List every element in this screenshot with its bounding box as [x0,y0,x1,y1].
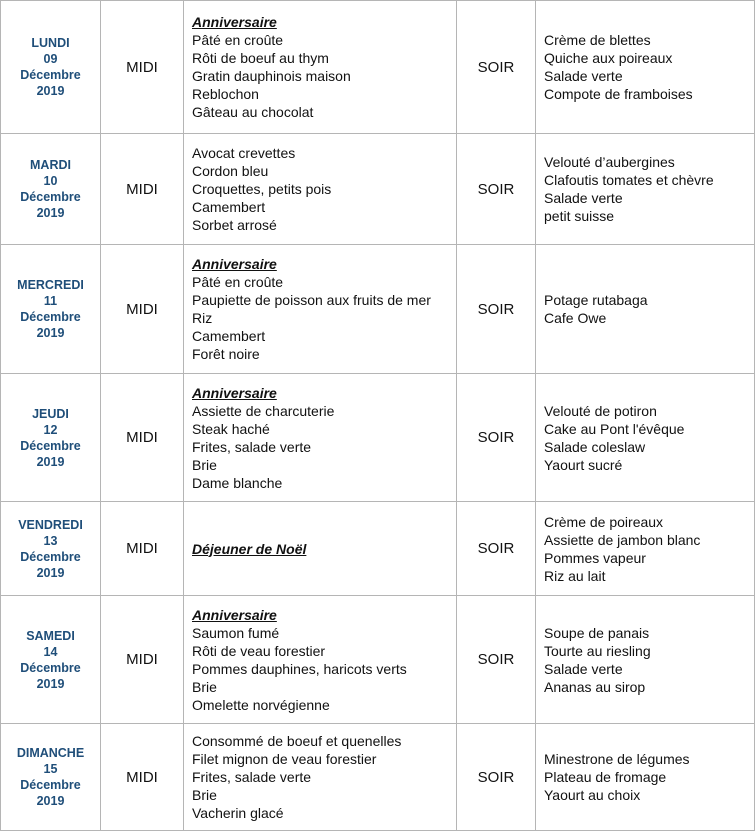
day-number: 12 [43,422,58,437]
dinner-dish: Yaourt au choix [544,787,641,803]
menu-row [1,596,755,724]
dinner-dish: Salade verte [544,68,623,84]
weekday: MERCREDI [17,278,84,292]
dinner-dish: Clafoutis tomates et chèvre [544,172,714,188]
lunch-dish: Gâteau au chocolat [192,104,314,120]
day-cell [1,502,101,596]
lunch-dish: Brie [192,678,217,695]
midi-label: MIDI [101,724,184,831]
lunch-dish: Omelette norvégienne [192,696,330,713]
lunch-special: Anniversaire [192,384,277,401]
dinner-dish: Yaourt sucré [544,456,623,473]
soir-label: SOIR [457,724,536,831]
lunch-dish: Reblochon [192,86,259,102]
lunch-dish: Paupiette de poisson aux fruits de mer [192,292,431,308]
dinner-dish: Salade verte [544,660,623,677]
dinner-dish: Soupe de panais [544,624,650,641]
lunch-dish: Pâté en croûte [192,274,284,290]
month: Décembre [20,310,81,324]
lunch-dish: Rôti de boeuf au thym [192,50,329,66]
year: 2019 [36,676,65,691]
lunch-cell [184,245,457,374]
dinner-cell [536,1,755,134]
day-number: 15 [43,762,58,776]
day-number: 09 [43,52,58,66]
menu-body [1,1,755,831]
weekday: SAMEDI [26,628,75,643]
dinner-cell [536,134,755,245]
soir-label: SOIR [457,1,536,134]
lunch-cell [184,374,457,502]
midi-label: MIDI [101,245,184,374]
dinner-dish: Compote de framboises [544,86,693,102]
year: 2019 [36,84,65,98]
lunch-special: Déjeuner de Noël [192,540,307,557]
soir-label: SOIR [457,374,536,502]
year: 2019 [36,794,65,808]
dinner-dish: Salade coleslaw [544,438,646,455]
midi-label: MIDI [101,134,184,245]
lunch-dish: Saumon fumé [192,624,280,641]
lunch-dish: Gratin dauphinois maison [192,68,351,84]
dinner-dish: Pommes vapeur [544,549,646,566]
dinner-dish: petit suisse [544,208,615,224]
lunch-cell [184,134,457,245]
menu-row [1,1,755,134]
lunch-dish: Camembert [192,199,266,215]
dinner-cell [536,596,755,724]
day-cell [1,134,101,245]
year: 2019 [36,326,65,340]
lunch-cell [184,724,457,831]
dinner-dish: Tourte au riesling [544,642,651,659]
day-cell [1,245,101,374]
day-number: 10 [43,174,58,188]
year: 2019 [36,206,65,220]
weekday: MARDI [30,158,71,172]
lunch-dish: Consommé de boeuf et quenelles [192,733,402,749]
lunch-dish: Avocat crevettes [192,145,296,161]
day-cell [1,374,101,502]
soir-label: SOIR [457,596,536,724]
month: Décembre [20,549,81,564]
menu-row [1,245,755,374]
month: Décembre [20,68,81,82]
dinner-dish: Ananas au sirop [544,678,646,695]
lunch-cell [184,502,457,596]
lunch-dish: Vacherin glacé [192,805,284,821]
lunch-cell [184,1,457,134]
day-cell [1,1,101,134]
weekday: JEUDI [32,406,69,421]
dinner-dish: Minestrone de légumes [544,751,690,767]
month: Décembre [20,190,81,204]
dinner-dish: Potage rutabaga [544,292,648,308]
lunch-dish: Pommes dauphines, haricots verts [192,660,407,677]
lunch-special: Anniversaire [192,14,277,30]
day-number: 14 [43,644,58,659]
dinner-dish: Plateau de fromage [544,769,667,785]
dinner-dish: Riz au lait [544,567,606,584]
lunch-dish: Sorbet arrosé [192,217,277,233]
dinner-cell [536,374,755,502]
lunch-dish: Brie [192,787,217,803]
lunch-dish: Croquettes, petits pois [192,181,332,197]
dinner-dish: Quiche aux poireaux [544,50,673,66]
lunch-dish: Cordon bleu [192,163,269,179]
dinner-dish: Velouté de potiron [544,402,657,419]
midi-label: MIDI [101,502,184,596]
dinner-dish: Velouté d’aubergines [544,154,675,170]
year: 2019 [36,565,65,580]
soir-label: SOIR [457,134,536,245]
weekday: LUNDI [31,36,70,50]
lunch-cell [184,596,457,724]
midi-label: MIDI [101,374,184,502]
lunch-dish: Frites, salade verte [192,438,312,455]
lunch-special: Anniversaire [192,256,277,272]
dinner-dish: Salade verte [544,190,623,206]
midi-label: MIDI [101,596,184,724]
lunch-dish: Filet mignon de veau forestier [192,751,377,767]
dinner-cell [536,245,755,374]
day-number: 13 [43,533,58,548]
lunch-dish: Camembert [192,328,266,344]
dinner-dish: Crème de blettes [544,32,651,48]
lunch-dish: Steak haché [192,420,270,437]
month: Décembre [20,660,81,675]
year: 2019 [36,454,65,469]
menu-row [1,134,755,245]
lunch-special: Anniversaire [192,606,277,623]
lunch-dish: Forêt noire [192,346,260,362]
midi-label: MIDI [101,1,184,134]
dinner-dish: Cafe Owe [544,310,607,326]
menu-row [1,724,755,831]
month: Décembre [20,778,81,792]
month: Décembre [20,438,81,453]
menu-row [1,502,755,596]
day-cell [1,596,101,724]
lunch-dish: Frites, salade verte [192,769,312,785]
dinner-cell [536,724,755,831]
dinner-dish: Crème de poireaux [544,513,664,530]
lunch-dish: Brie [192,456,217,473]
dinner-dish: Cake au Pont l'évêque [544,420,685,437]
lunch-dish: Riz [192,310,213,326]
weekday: VENDREDI [18,517,83,532]
dinner-dish: Assiette de jambon blanc [544,531,701,548]
lunch-dish: Dame blanche [192,474,283,491]
day-number: 11 [43,294,58,308]
day-cell [1,724,101,831]
lunch-dish: Pâté en croûte [192,32,284,48]
lunch-dish: Rôti de veau forestier [192,642,326,659]
weekday: DIMANCHE [16,746,85,760]
menu-row [1,374,755,502]
dinner-cell [536,502,755,596]
soir-label: SOIR [457,245,536,374]
lunch-dish: Assiette de charcuterie [192,402,335,419]
soir-label: SOIR [457,502,536,596]
